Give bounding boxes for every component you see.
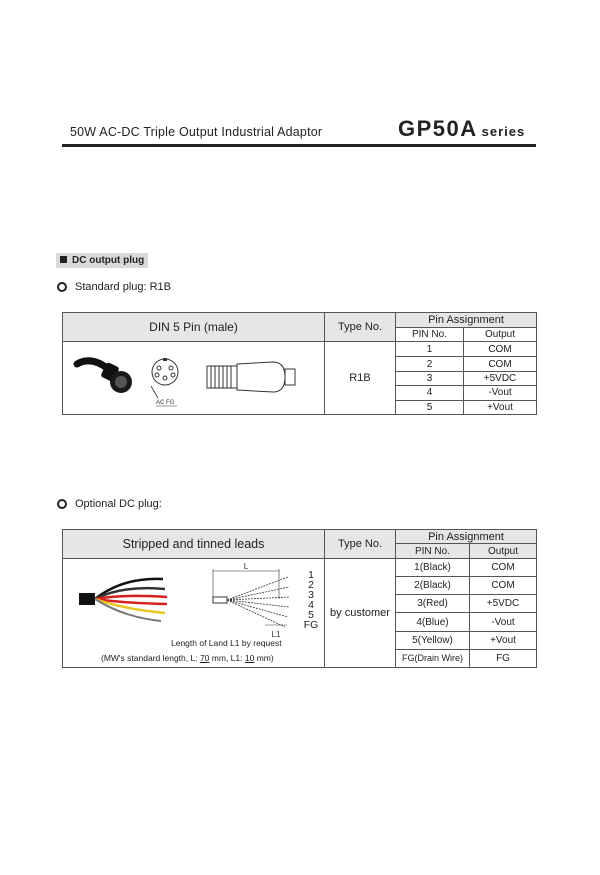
type-no-header: Type No. xyxy=(325,530,396,559)
optional-plug-label xyxy=(57,498,162,510)
standard-plug-table xyxy=(62,312,537,415)
square-bullet-icon xyxy=(60,256,67,263)
output-header: Output xyxy=(470,544,537,559)
length-l-label: L xyxy=(243,562,249,571)
note-mid: mm, L1: xyxy=(209,653,245,663)
pin-no-header: PIN No. xyxy=(396,328,464,342)
note-l1-value: 10 xyxy=(244,653,255,663)
connector-header: DIN 5 Pin (male) xyxy=(63,313,325,342)
note-prefix: (MW's standard length, L: xyxy=(101,653,200,663)
pin-number: 3 xyxy=(396,371,464,385)
lead-number: 1 xyxy=(308,569,314,581)
length-note: Length of Land L1 by request xyxy=(171,638,282,648)
pin-output: +5VDC xyxy=(470,595,537,613)
pin-number: 4(Blue) xyxy=(396,613,470,631)
lead-number: 5 xyxy=(308,609,314,621)
section-heading xyxy=(56,253,148,268)
note-l-value: 70 xyxy=(199,653,210,663)
lead-number: FG xyxy=(303,619,319,631)
connector-header: Stripped and tinned leads xyxy=(63,530,325,559)
pin-number: 2(Black) xyxy=(396,577,470,595)
pin-output: FG xyxy=(470,649,537,667)
pin-number: 5(Yellow) xyxy=(396,631,470,649)
document-model-title xyxy=(398,116,525,142)
optional-plug-text: Optional DC plug: xyxy=(75,498,162,510)
pin-output: +Vout xyxy=(470,631,537,649)
ac-fg-label: AC FG xyxy=(156,400,175,406)
output-header: Output xyxy=(464,328,537,342)
standard-type-value: R1B xyxy=(325,342,396,415)
optional-type-value: by customer xyxy=(325,559,396,668)
document-subtitle: 50W AC-DC Triple Output Industrial Adaptor xyxy=(70,125,323,139)
pin-output: -Vout xyxy=(470,613,537,631)
leads-drawing-cell xyxy=(63,559,325,668)
standard-plug-label xyxy=(57,281,171,293)
series-label: series xyxy=(481,124,526,139)
lead-number: 2 xyxy=(308,579,314,591)
din-connector-drawing-cell xyxy=(63,342,325,415)
pin-output: COM xyxy=(464,342,537,357)
length-l1-label: L1 xyxy=(271,630,281,639)
header-rule xyxy=(62,144,536,147)
section-heading-text: DC output plug xyxy=(72,255,145,266)
standard-length-note xyxy=(101,653,274,663)
pin-assignment-header: Pin Assignment xyxy=(396,313,537,328)
pin-no-header: PIN No. xyxy=(396,544,470,559)
pin-output: +Vout xyxy=(464,400,537,414)
pin-output: -Vout xyxy=(464,386,537,400)
pin-output: COM xyxy=(470,577,537,595)
pin-output: COM xyxy=(464,357,537,371)
type-no-header: Type No. xyxy=(325,313,396,342)
pin-number: 3(Red) xyxy=(396,595,470,613)
pin-output: COM xyxy=(470,559,537,577)
lead-number: 4 xyxy=(308,599,314,611)
ring-bullet-icon xyxy=(57,282,67,292)
ring-bullet-icon xyxy=(57,499,67,509)
pin-number: 4 xyxy=(396,386,464,400)
pin-assignment-header: Pin Assignment xyxy=(396,530,537,544)
model-name: GP50A xyxy=(398,116,478,141)
standard-plug-text: Standard plug: R1B xyxy=(75,281,172,293)
pin-number: 2 xyxy=(396,357,464,371)
pin-number: 1 xyxy=(396,342,464,357)
stripped-leads-drawing xyxy=(63,559,325,639)
optional-plug-table xyxy=(62,529,537,668)
pin-number: FG(Drain Wire) xyxy=(396,649,470,667)
lead-number-list xyxy=(303,570,319,630)
note-suffix: mm) xyxy=(254,653,274,663)
pin-output: +5VDC xyxy=(464,371,537,385)
pin-number: 1(Black) xyxy=(396,559,470,577)
din-plug-drawing xyxy=(63,342,325,414)
pin-number: 5 xyxy=(396,400,464,414)
lead-number: 3 xyxy=(308,589,314,601)
